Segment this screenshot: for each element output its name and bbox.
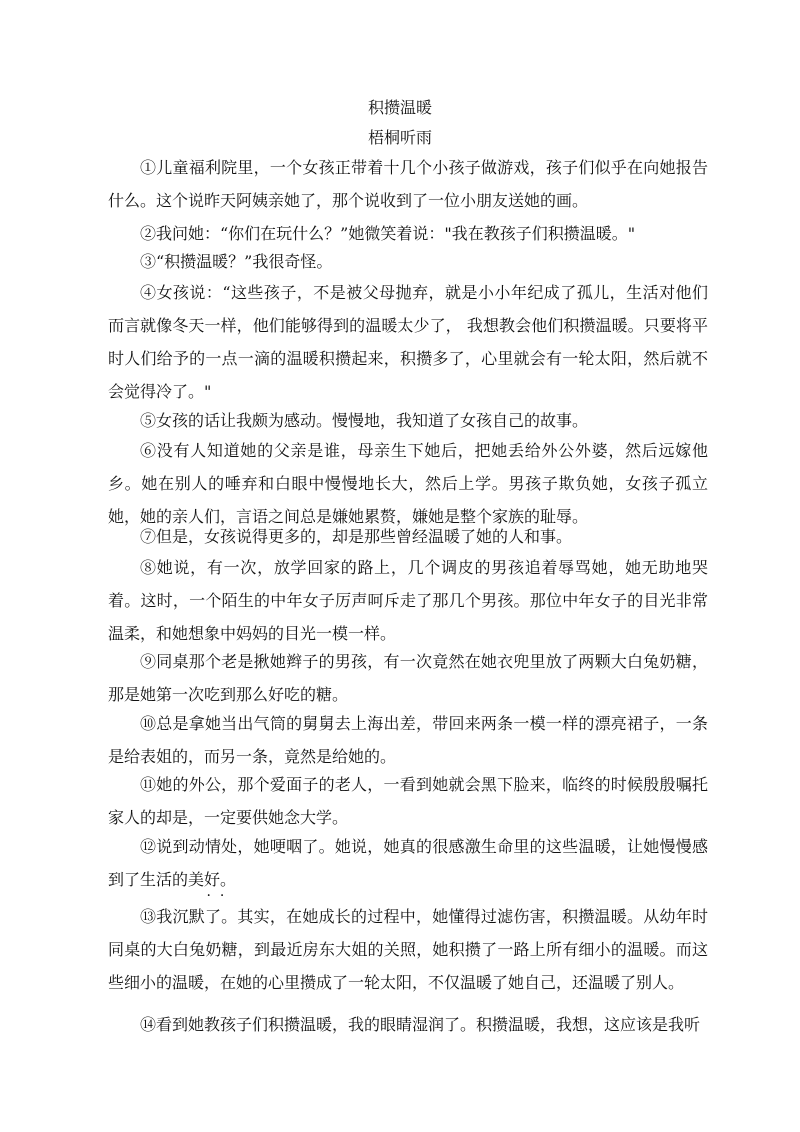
paragraph-text: ⑧她说，有一次，放学回家的路上，几个调皮的男孩追着辱骂她，她无助地哭着。这时，一个陌生的中年女子厉声呵斥走了那几个男孩。那位中年女子的目光非常温柔，和她想象中妈妈的目光一模一样。 (108, 558, 708, 643)
paragraph-11 (108, 768, 708, 834)
paragraph-text: ⑩总是拿她当出气筒的舅舅去上海出差，带回来两条一模一样的漂亮裙子，一条是给表姐的，而另一条，竟然是给她的。 (108, 714, 708, 766)
paragraph-4 (108, 276, 708, 408)
paragraph-text: ③“积攒温暖？”我很奇怪。 (140, 252, 333, 271)
article-author: 梧桐听雨 (367, 128, 432, 147)
paragraph-text: ⑫说到动情处，她哽咽了。她说，她真的很感激生命里的这些温暖，让她慢慢感到了生活的美好。 (108, 837, 708, 889)
paragraph-13-lead: ⑬我 (140, 907, 173, 926)
paragraph-3 (108, 245, 708, 278)
paragraph-text: ⑨同桌那个老是揪她辫子的男孩，有一次竟然在她衣兜里放了两颗大白兔奶糖，那是她第一次吃到那么好吃的糖。 (108, 652, 708, 704)
paragraph-text: ⑤女孩的话让我颇为感动。慢慢地，我知道了女孩自己的故事。 (140, 411, 589, 430)
paragraph-1 (108, 151, 708, 217)
paragraph-text: ⑭看到她教孩子们积攒温暖，我的眼睛湿润了。积攒温暖，我想，这应该是我听 (140, 1015, 701, 1034)
paragraph-9 (108, 645, 708, 711)
paragraph-6 (108, 434, 708, 533)
paragraph-10 (108, 707, 708, 773)
paragraph-7 (108, 520, 708, 553)
paragraph-text: ⑦但是，女孩说得更多的，却是那些曾经温暖了她的人和事。 (140, 527, 573, 546)
paragraph-12 (108, 830, 708, 896)
paragraph-14 (108, 1008, 708, 1041)
article-title: 积攒温暖 (367, 98, 432, 117)
paragraph-text: ②我问她：“你们在玩什么？”她微笑着说："我在教孩子们积攒温暖。" (140, 224, 636, 243)
emphasized-word: 沉默 · · (172, 907, 204, 926)
paragraph-8 (108, 551, 708, 650)
paragraph-text: ⑪她的外公，那个爱面子的老人，一看到她就会黑下脸来，临终的时候殷殷嘱托家人的却是，一定要供她念大学。 (108, 775, 708, 827)
paragraph-13 (108, 900, 708, 999)
paragraph-text: ①儿童福利院里，一个女孩正带着十几个小孩子做游戏，孩子们似乎在向她报告什么。这个说昨天阿姨亲她了，那个说收到了一位小朋友送她的画。 (108, 158, 708, 210)
paragraph-13-rest: 了。其实，在她成长的过程中，她懂得过滤伤害，积攒温暖。从幼年时同桌的大白兔奶糖，到最近房东大姐的关照，她积攒了一路上所有细小的温暖。而这些细小的温暖，在她的心里攒成了一轮太阳，不仅温暖了她自己，还温暖了别人。 (108, 907, 708, 992)
paragraph-text: ⑥没有人知道她的父亲是谁，母亲生下她后，把她丢给外公外婆，然后远嫁他乡。她在别人的唾弃和白眼中慢慢地长大，然后上学。男孩子欺负她，女孩子孤立她，她的亲人们，言语之间总是嫌她累赘，嫌她是整个家族的耻辱。 (108, 441, 708, 526)
paragraph-5 (108, 404, 708, 437)
paragraph-text (108, 900, 708, 999)
paragraph-text: ④女孩说：“这些孩子，不是被父母抛弃，就是小小年纪成了孤儿，生活对他们而言就像冬天一样，他们能够得到的温暖太少了， 我想教会他们积攒温暖。只要将平时人们给予的一点一滴的温暖积攒起来，积攒多了，心里就会有一轮太阳，然后就不会觉得冷了。" (108, 283, 708, 401)
